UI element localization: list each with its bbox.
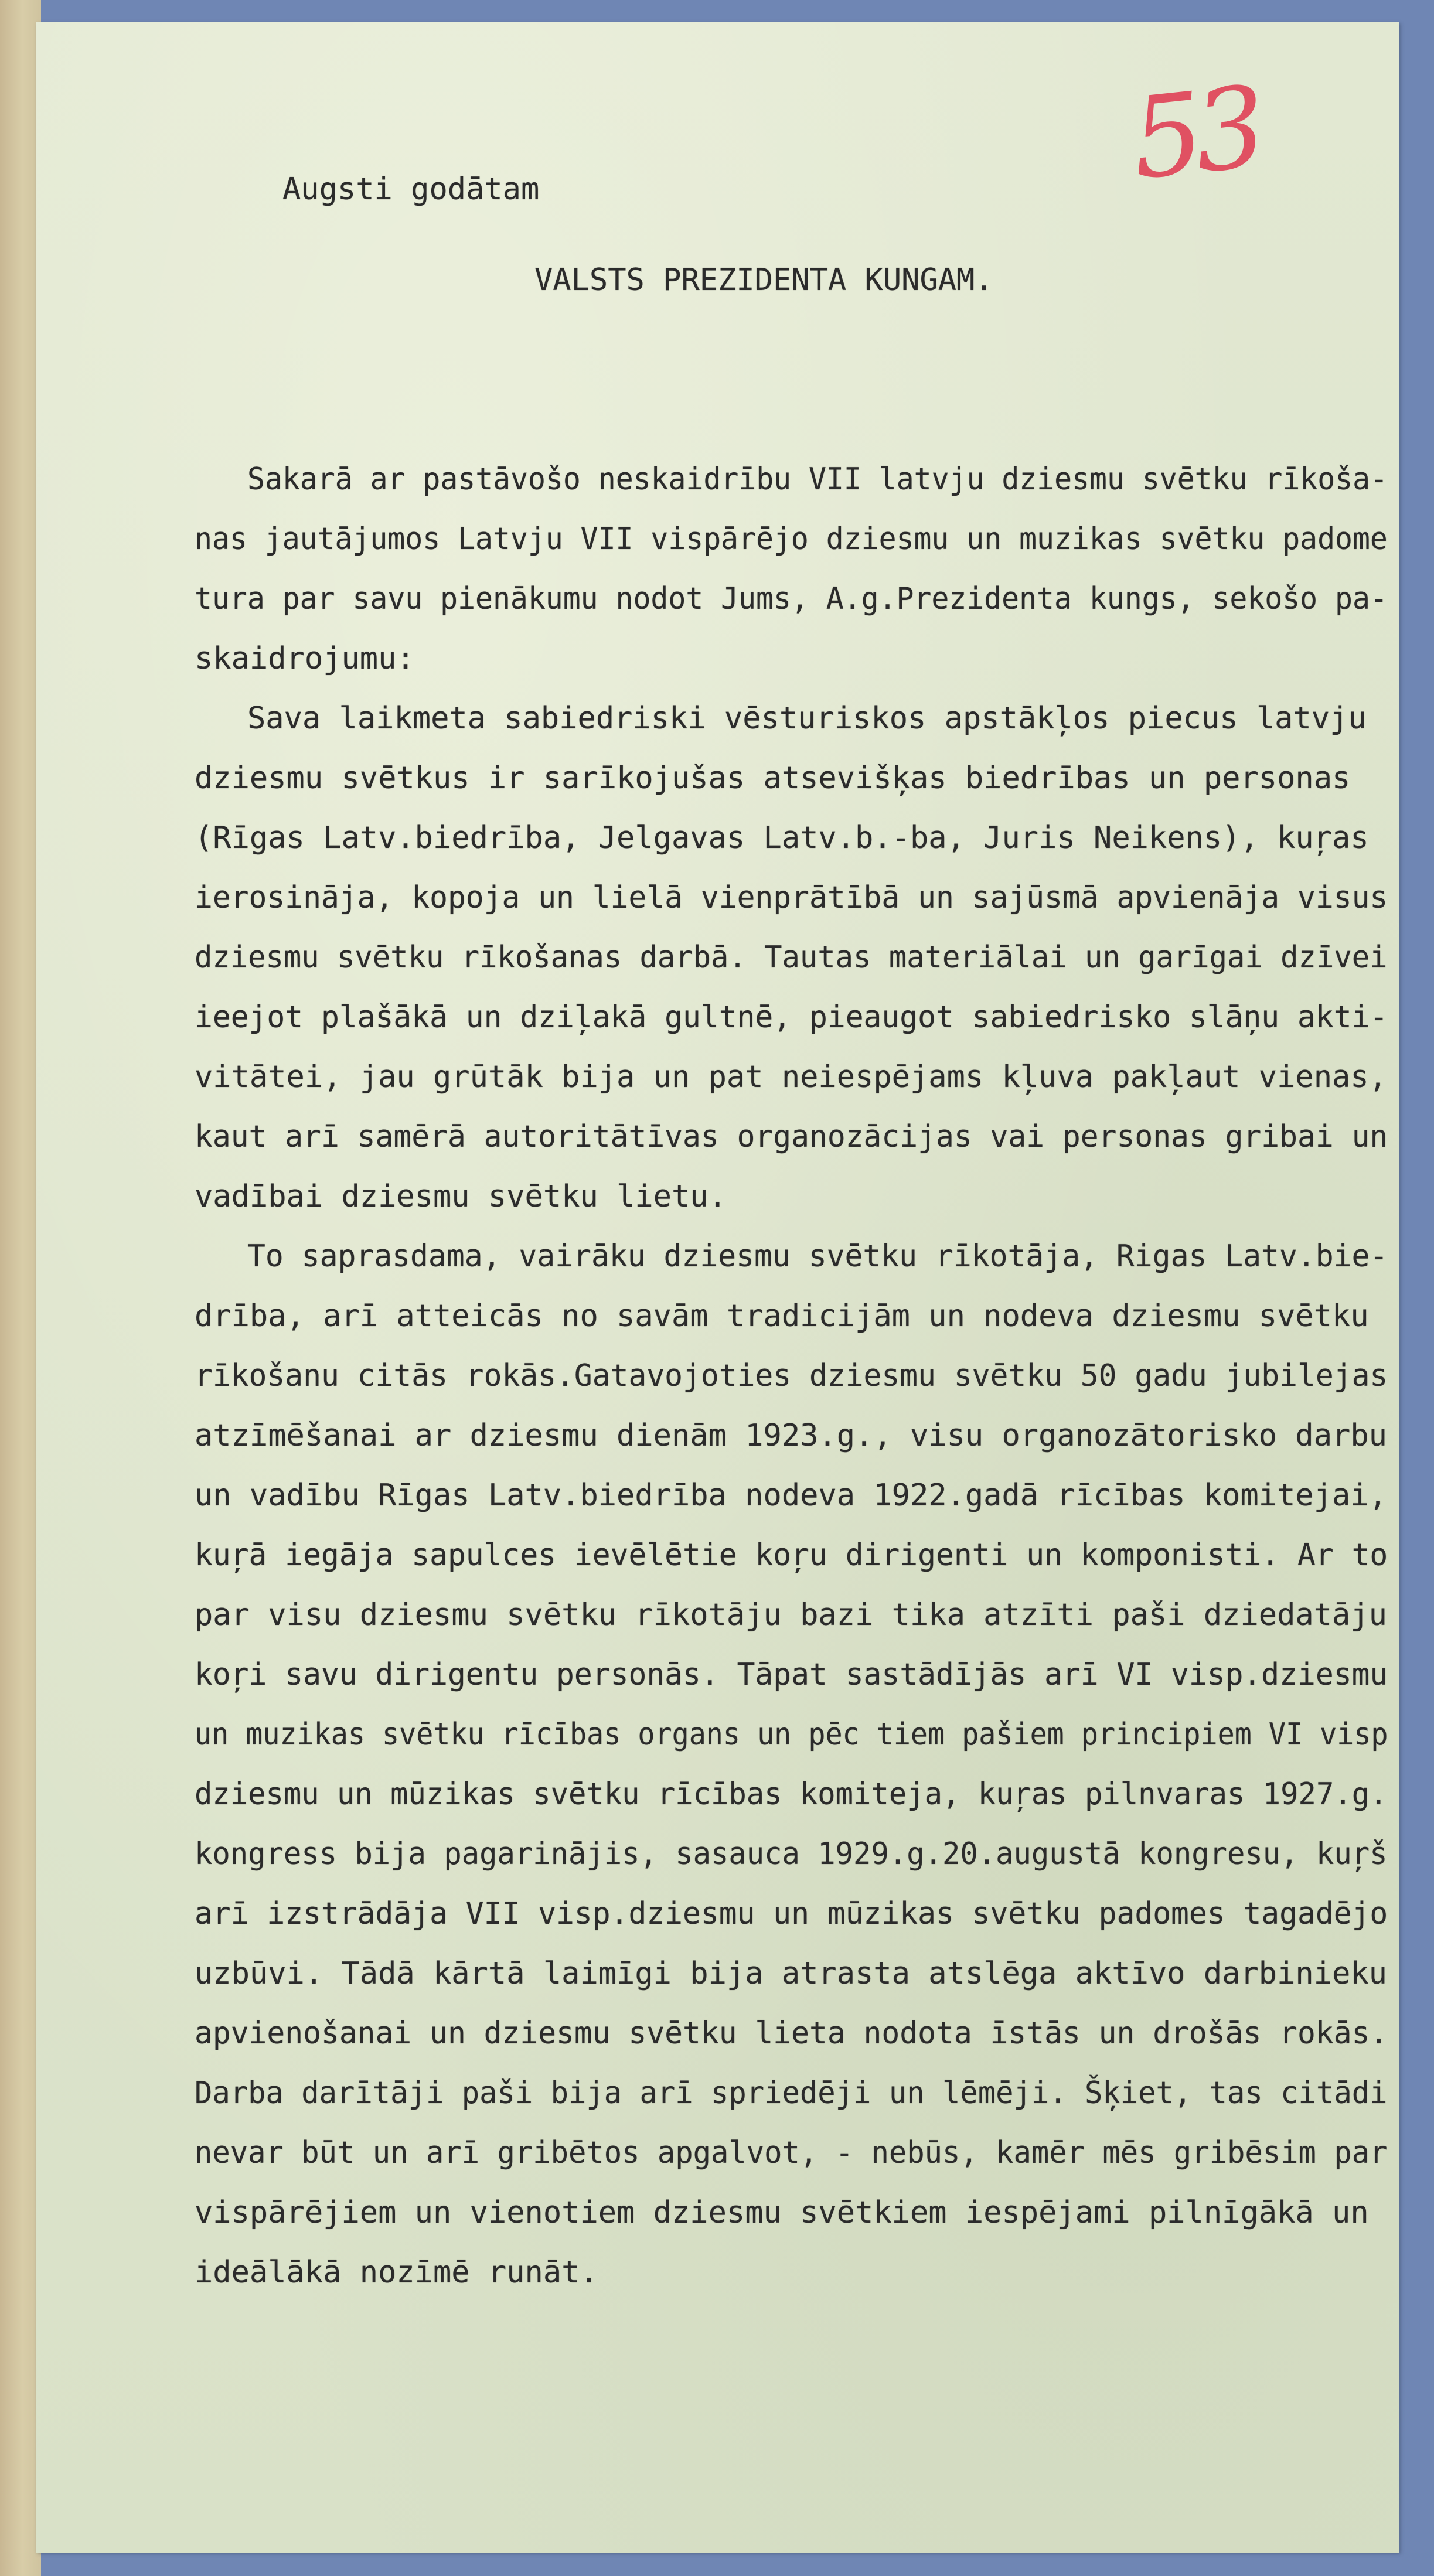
body-line: arī izstrādāja VII visp.dziesmu un mūzikas svētku padomes tagadējo [195, 1896, 1388, 1931]
body-line: dziesmu un mūzikas svētku rīcības komiteja, kuŗas pilnvaras 1927.g. [195, 1777, 1388, 1812]
body-line: par visu dziesmu svētku rīkotāju bazi tika atzīti paši dziedatāju [195, 1597, 1387, 1633]
body-line: Sava laikmeta sabiedriski vēsturiskos apstākļos piecus latvju [247, 701, 1367, 736]
body-line: un vadību Rīgas Latv.biedrība nodeva 1922.gadā rīcības komitejai, [195, 1478, 1387, 1513]
body-line: skaidrojumu: [195, 641, 415, 676]
body-line: rīkošanu citās rokās.Gatavojoties dziesmu svētku 50 gadu jubilejas [195, 1358, 1388, 1393]
body-line: kongress bija pagarinājis, sasauca 1929.g.20.augustā kongresu, kuŗš [195, 1836, 1388, 1872]
body-line: un muzikas svētku rīcības organs un pēc tiem pašiem principiem VI visp [195, 1717, 1388, 1752]
body-line: nas jautājumos Latvju VII vispārējo dziesmu un muzikas svētku padome [195, 522, 1388, 557]
body-line: drība, arī atteicās no savām tradicijām un nodeva dziesmu svētku [195, 1299, 1369, 1334]
page-number-annotation: 53 [1125, 62, 1264, 205]
body-line: vadībai dziesmu svētku lietu. [195, 1179, 727, 1214]
body-line: apvienošanai un dziesmu svētku lieta nodota īstās un drošās rokās. [195, 2016, 1388, 2051]
body-line: kaut arī samērā autoritātīvas organozācijas vai personas gribai un [195, 1119, 1388, 1154]
paper-left-edge [0, 0, 41, 2576]
body-line: To saprasdama, vairāku dziesmu svētku rīkotāja, Rigas Latv.bie- [247, 1239, 1388, 1274]
body-line: tura par savu pienākumu nodot Jums, A.g.Prezidenta kungs, sekošo pa- [195, 581, 1388, 616]
body-line: ideālākā nozīmē runāt. [195, 2255, 598, 2290]
addressee: VALSTS PREZIDENTA KUNGAM. [534, 263, 993, 298]
body-line: atzīmēšanai ar dziesmu dienām 1923.g., visu organozātorisko darbu [195, 1418, 1387, 1453]
body-line: koŗi savu dirigentu personās. Tāpat sastādījās arī VI visp.dziesmu [195, 1657, 1388, 1692]
body-line: Sakarā ar pastāvošo neskaidrību VII latvju dziesmu svētku rīkoša- [247, 462, 1388, 497]
body-line: vitātei, jau grūtāk bija un pat neiespējams kļuva pakļaut vienas, [195, 1059, 1387, 1095]
salutation: Augsti godātam [282, 172, 540, 207]
body-line: vispārējiem un vienotiem dziesmu svētkiem iespējami pilnīgākā un [195, 2195, 1369, 2230]
body-line: ieejot plašākā un dziļakā gultnē, pieaugot sabiedrisko slāņu akti- [195, 1000, 1388, 1035]
body-line: dziesmu svētkus ir sarīkojušas atsevišķas biedrības un personas [195, 761, 1351, 796]
body-line: nevar būt un arī gribētos apgalvot, - nebūs, kamēr mēs gribēsim par [195, 2135, 1388, 2170]
body-line: dziesmu svētku rīkošanas darbā. Tautas materiālai un garīgai dzīvei [195, 940, 1388, 975]
body-line: ierosināja, kopoja un lielā vienprātībā un sajūsmā apvienāja visus [195, 880, 1388, 915]
body-line: kuŗā iegāja sapulces ievēlētie koŗu dirigenti un komponisti. Ar to [195, 1538, 1388, 1573]
body-line: (Rīgas Latv.biedrība, Jelgavas Latv.b.-ba, Juris Neikens), kuŗas [195, 820, 1369, 856]
body-line: uzbūvi. Tādā kārtā laimīgi bija atrasta atslēga aktīvo darbinieku [195, 1956, 1387, 1991]
typewritten-letter [36, 22, 1399, 2553]
body-line: Darba darītāji paši bija arī spriedēji un lēmēji. Šķiet, tas citādi [195, 2076, 1388, 2111]
